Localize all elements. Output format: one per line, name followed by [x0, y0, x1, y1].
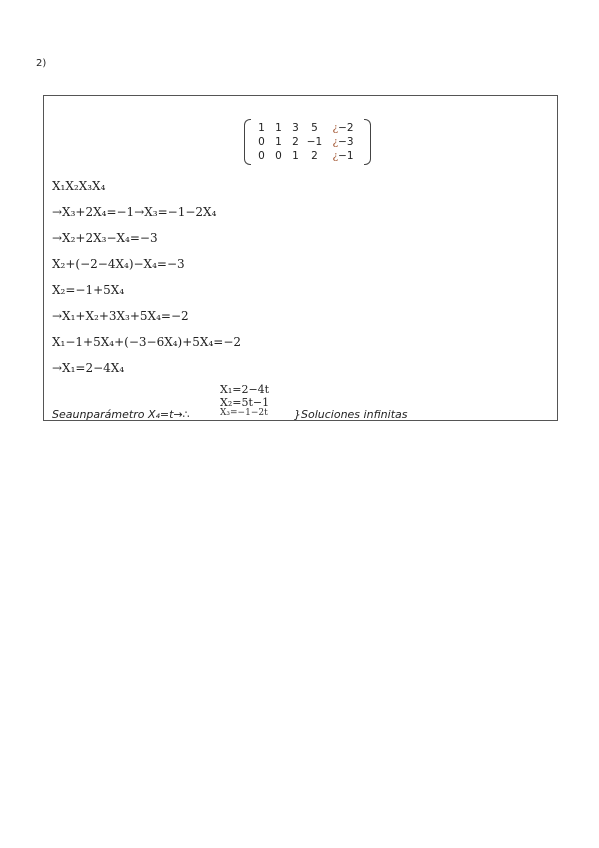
matrix-cell: 0: [275, 150, 282, 162]
matrix-cell: ¿−3: [332, 136, 354, 148]
final-statement: Seaunparámetro X₄=t→∴: [52, 408, 190, 421]
matrix-cell: −1: [306, 136, 323, 148]
matrix-cell: ¿−1: [332, 150, 354, 162]
right-paren: [364, 119, 371, 165]
equation-line: X₂+(−2−4X₄)−X₄=−3: [52, 257, 185, 271]
equation-line: X₁−1+5X₄+(−3−6X₄)+5X₄=−2: [52, 335, 242, 349]
matrix-cell: 0: [258, 150, 265, 162]
equation-line: →X₁+X₂+3X₃+5X₄=−2: [52, 309, 189, 323]
matrix-cell: 1: [275, 122, 282, 134]
system-eq: X₂=5t−1: [220, 396, 270, 409]
matrix-row: [253, 149, 361, 163]
augmented-matrix: [244, 119, 371, 165]
equation-line: →X₁=2−4X₄: [52, 361, 125, 375]
system-eq: X₁=2−4t: [220, 383, 270, 396]
solution-box: [43, 95, 558, 421]
system-eq-clipped: X₃=−1−2t: [220, 408, 268, 418]
matrix-cell: 3: [292, 122, 299, 134]
matrix-cell: 1: [275, 136, 282, 148]
equation-line: X₁X₂X₃X₄: [52, 179, 106, 193]
equation-line: X₂=−1+5X₄: [52, 283, 125, 297]
matrix-cell: 1: [258, 122, 265, 134]
matrix-cell: 2: [311, 150, 318, 162]
left-paren: [244, 119, 251, 165]
question-number: 2): [36, 58, 47, 69]
solutions-label: }Soluciones infinitas: [294, 408, 408, 421]
equation-line: →X₃+2X₄=−1→X₃=−1−2X₄: [52, 205, 217, 219]
matrix-cell: 1: [292, 150, 299, 162]
matrix-row: [253, 121, 361, 135]
matrix-cell: 0: [258, 136, 265, 148]
matrix-row: [253, 135, 361, 149]
matrix-cell: 5: [311, 122, 318, 134]
matrix-cell: ¿−2: [332, 122, 354, 134]
solution-system: [220, 383, 270, 418]
matrix-cell: 2: [292, 136, 299, 148]
equation-line: →X₂+2X₃−X₄=−3: [52, 231, 158, 245]
